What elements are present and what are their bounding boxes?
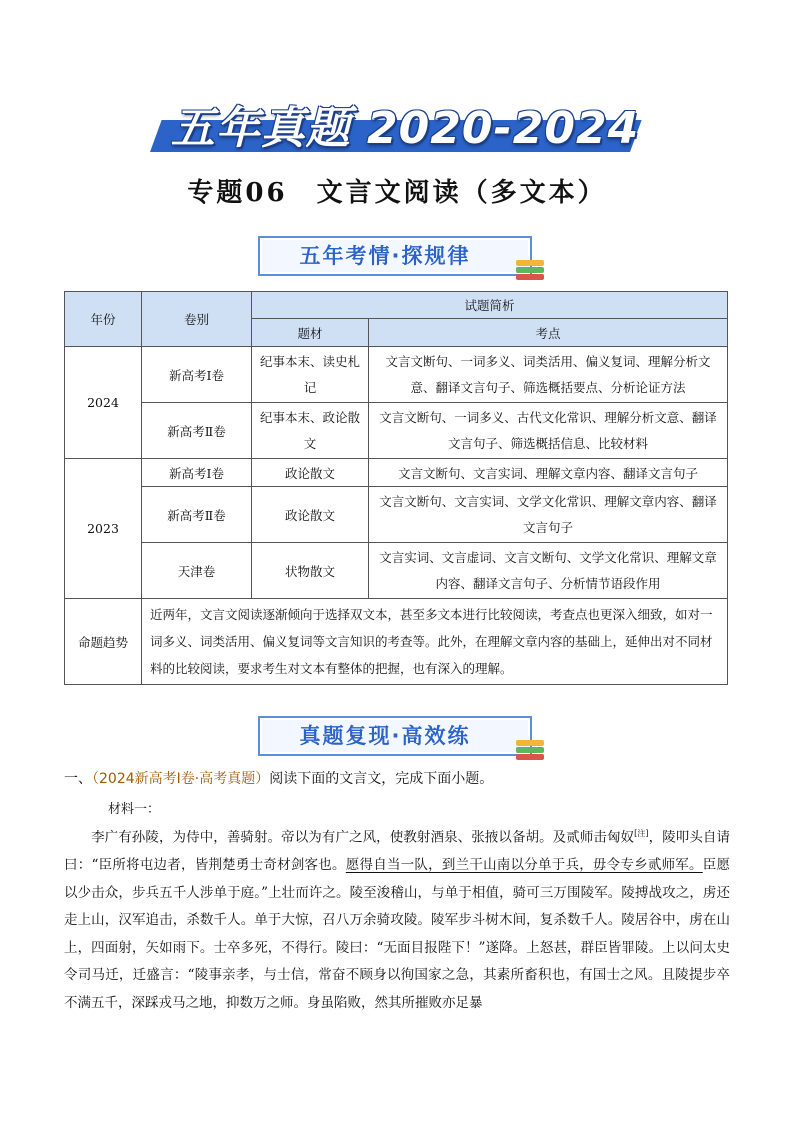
points-cell: 文言实词、文言虚词、文言文断句、文学文化常识、理解文章内容、翻译文言句子、分析情节语段作用	[369, 543, 728, 599]
material-cell: 纪事本末、读史札记	[252, 347, 369, 403]
table-row	[65, 459, 728, 487]
banner	[150, 92, 650, 154]
underlined-sentence: 愿得自当一队，到兰干山南以分单于兵，毋令专乡贰师军。	[345, 857, 703, 873]
question-source: （2024新高考Ⅰ卷·高考真题）	[92, 771, 270, 787]
passage-text: 李广有孙陵，为侍中，善骑射。帝以为有广之风，使教射酒泉、张掖以备胡。及贰师击匈奴	[91, 829, 635, 846]
section-label-box	[258, 236, 532, 276]
paper-cell: 新高考Ⅰ卷	[142, 459, 252, 487]
trend-text: 近两年，文言文阅读逐渐倾向于选择双文本，甚至多文本进行比较阅读，考查点也更深入细致，如对一词多义、词类活用、偏义复词等文言知识的考查等。此外，在理解文章内容的基础上，延伸出对不同材料的比较阅读，要求考生对文本有整体的把握，也有深入的理解。	[142, 599, 728, 685]
passage-text: ，陵叩头自请曰：“臣所将屯边者，皆荆楚勇士奇材剑客也。	[64, 829, 731, 873]
material-cell: 政论散文	[252, 459, 369, 487]
exam-analysis-table	[64, 291, 728, 685]
footnote-marker: [注]	[634, 829, 649, 838]
topic-title: 专题06 文言文阅读（多文本）	[187, 178, 607, 208]
header-points: 考点	[369, 319, 728, 347]
section-label: 五年考情·探规律	[299, 244, 471, 268]
material-cell: 纪事本末、政论散文	[252, 403, 369, 459]
paper-cell: 新高考Ⅰ卷	[142, 347, 252, 403]
table-row	[65, 403, 728, 459]
question-heading	[64, 768, 744, 788]
header-analysis: 试题简析	[252, 292, 728, 319]
passage-text: 臣愿以少击众，步兵五千人涉单于庭。”上壮而许之。陵至浚稽山，与单于相值，骑可三万围陵军。陵搏战攻之，虏还走上山，汉军追击，杀数千人。单于大惊，召八万余骑攻陵。陵军步斗树木间，复杀数千人。陵居谷中，虏在山上，四面射，矢如雨下。士卒多死，不得行。陵曰：“无面目报陛下！”遂降。上怒甚，群臣皆罪陵。上以问太史令司马迁，迁盛言：“陵事亲孝，与士信，常奋不顾身以徇国家之急，其素所畜积也，有国士之风。且陵提步卒不满五千，深踩戎马之地，抑数万之师。身虽陷败，然其所摧败亦足暴	[64, 857, 731, 1011]
points-cell: 文言文断句、一词多义、古代文化常识、理解分析文意、翻译文言句子、筛选概括信息、比较材料	[369, 403, 728, 459]
passage	[64, 820, 730, 1017]
table-row	[65, 599, 728, 685]
material-cell: 状物散文	[252, 543, 369, 599]
table-row	[65, 487, 728, 543]
material-cell: 政论散文	[252, 487, 369, 543]
header-paper: 卷别	[142, 292, 252, 347]
year-cell: 2024	[65, 347, 142, 459]
points-cell: 文言文断句、一词多义、词类活用、偏义复词、理解分析文意、翻译文言句子、筛选概括要点、分析论证方法	[369, 347, 728, 403]
paper-cell: 新高考Ⅱ卷	[142, 487, 252, 543]
points-cell: 文言文断句、文言实词、理解文章内容、翻译文言句子	[369, 459, 728, 487]
header-year: 年份	[65, 292, 142, 347]
section-label-box	[258, 716, 532, 756]
points-cell: 文言文断句、文言实词、文学文化常识、理解文章内容、翻译文言句子	[369, 487, 728, 543]
books-icon	[516, 258, 544, 282]
year-cell: 2023	[65, 459, 142, 599]
section-label: 真题复现·高效练	[299, 724, 471, 748]
trend-label: 命题趋势	[65, 599, 142, 685]
material-label: 材料一：	[108, 802, 161, 817]
question-instruction: 阅读下面的文言文，完成下面小题。	[269, 771, 494, 787]
header-material: 题材	[252, 319, 369, 347]
paper-cell: 天津卷	[142, 543, 252, 599]
banner-text: 五年真题 2020-2024	[170, 103, 640, 154]
table-row	[65, 347, 728, 403]
table-row	[65, 543, 728, 599]
paper-cell: 新高考Ⅱ卷	[142, 403, 252, 459]
question-number: 一、	[64, 771, 92, 787]
books-icon	[516, 738, 544, 762]
